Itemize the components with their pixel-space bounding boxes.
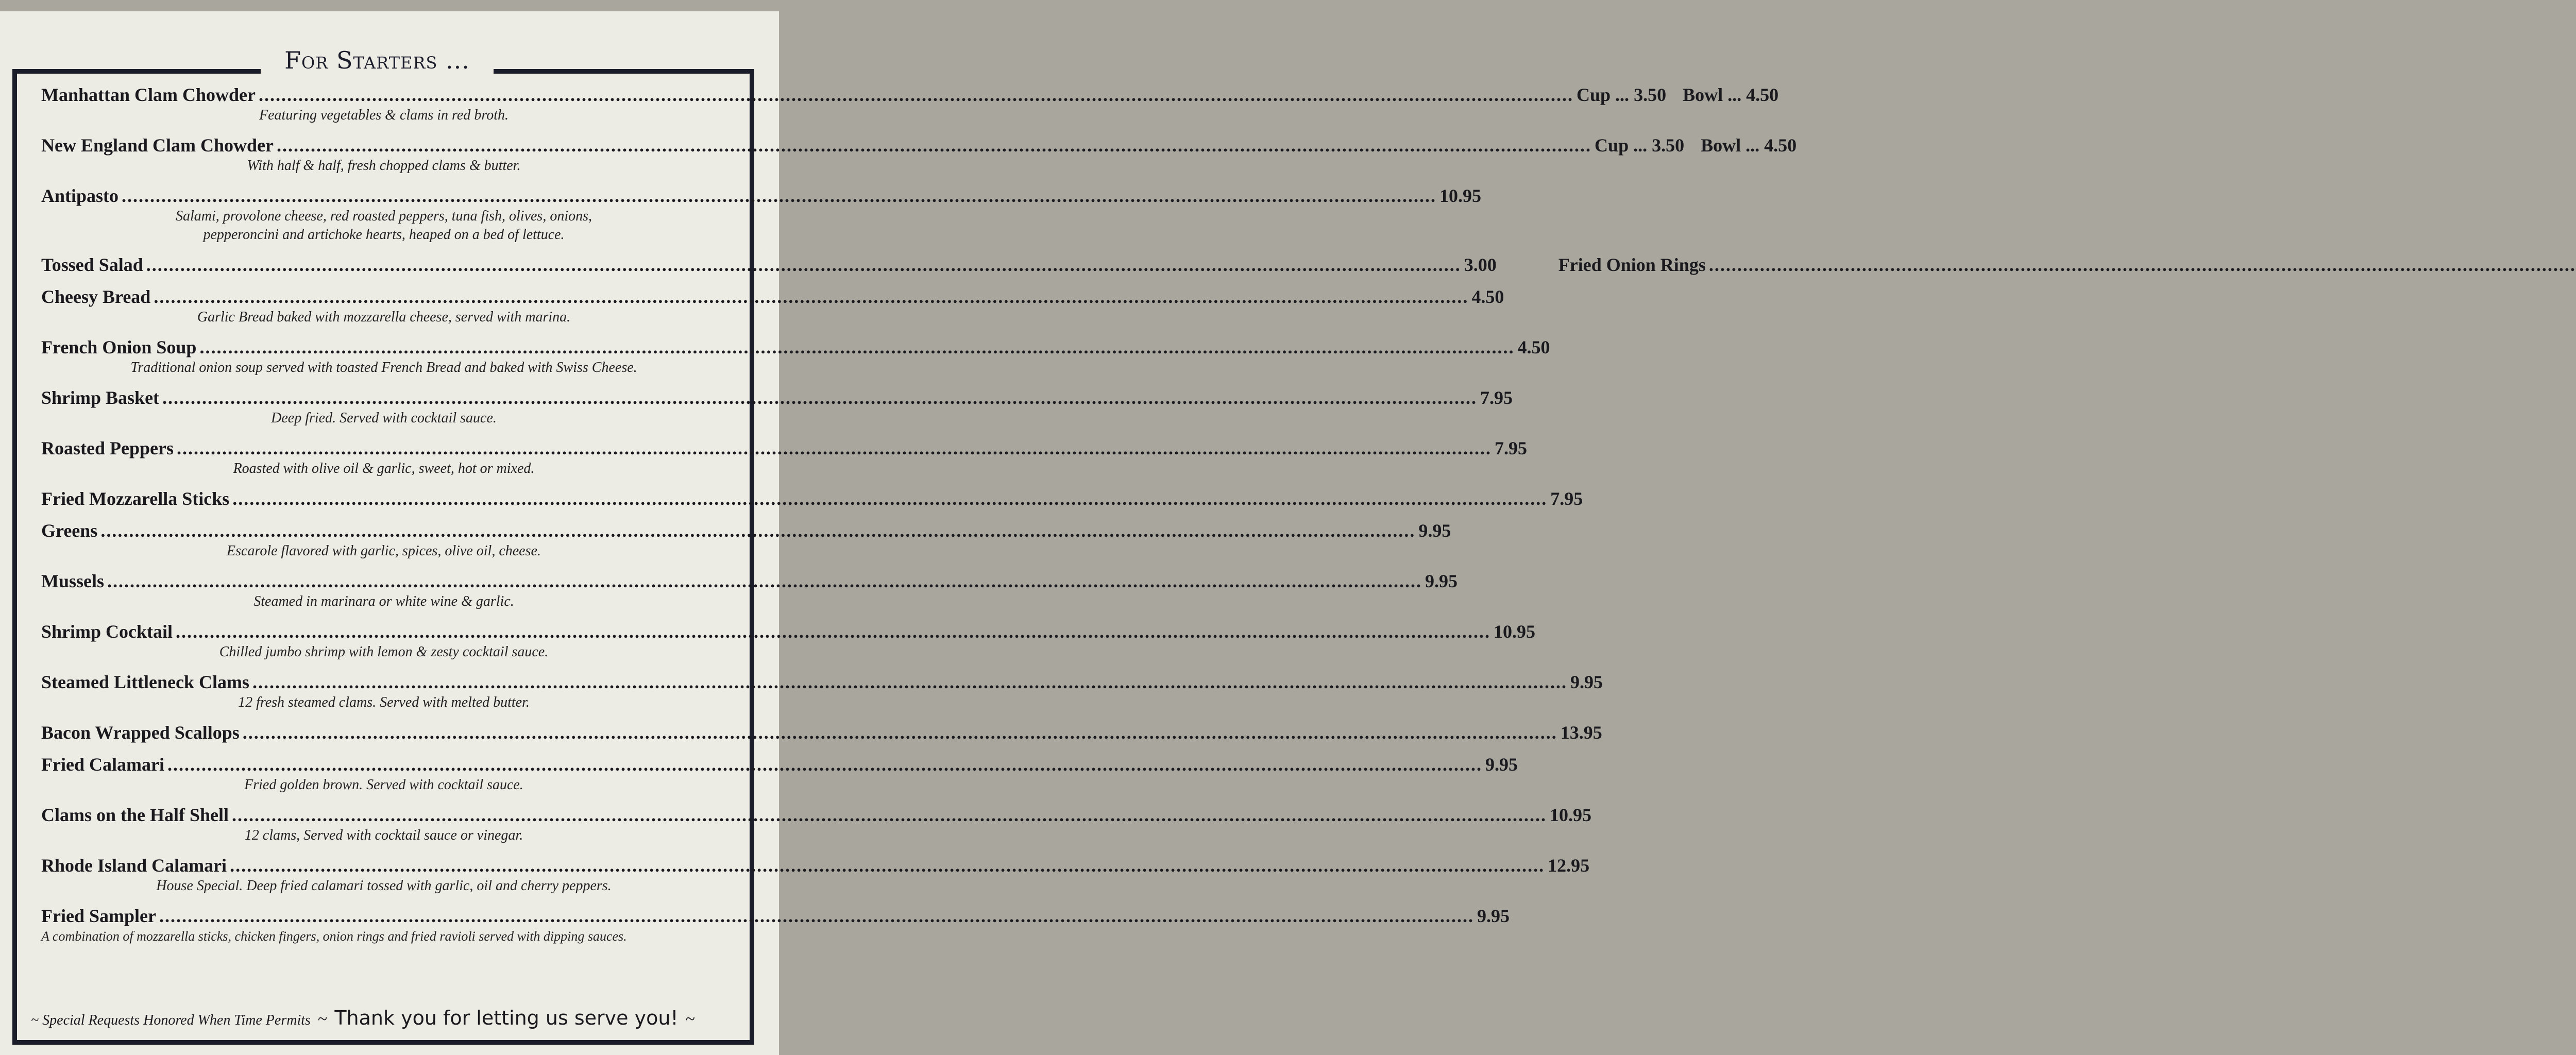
- item-price: 7.95: [1480, 387, 1513, 408]
- dot-leader: [259, 83, 1573, 106]
- item-price: 9.95: [1570, 672, 1603, 692]
- item-name: Shrimp Cocktail: [41, 621, 173, 642]
- item-name: Clams on the Half Shell: [41, 805, 229, 825]
- menu-item: [41, 336, 1550, 377]
- item-description: Chilled jumbo shrimp with lemon & zesty cocktail sauce.: [219, 644, 549, 660]
- item-description: Salami, provolone cheese, red roasted peppers, tuna fish, olives, onions,: [176, 208, 592, 224]
- item-description: Escarole flavored with garlic, spices, olive oil, cheese.: [227, 543, 541, 559]
- item-price: 10.95: [1439, 185, 1482, 206]
- dot-leader: [167, 753, 1482, 776]
- item-price: 9.95: [1418, 520, 1451, 541]
- menu-item: [41, 854, 1590, 895]
- menu-item: [41, 519, 1451, 560]
- item-price: 4.50: [1471, 286, 1504, 307]
- item-description: Garlic Bread baked with mozzarella cheese, served with marina.: [197, 309, 571, 325]
- dot-leader: [232, 487, 1547, 510]
- item-name: Steamed Littleneck Clams: [41, 672, 249, 692]
- item-price: 3.00: [1464, 254, 1497, 275]
- dot-leader: [154, 285, 1468, 308]
- item-description: Featuring vegetables & clams in red broth.: [259, 107, 509, 123]
- item-name: Tossed Salad: [41, 254, 143, 275]
- special-requests-note: ~ Special Requests Honored When Time Permits: [31, 1012, 311, 1028]
- item-description: Roasted with olive oil & garlic, sweet, hot or mixed.: [233, 461, 535, 477]
- dot-leader: [277, 134, 1591, 157]
- menu-item: [41, 437, 1527, 478]
- menu-item: [41, 671, 1603, 712]
- menu-item: [41, 620, 1536, 661]
- item-name: Mussels: [41, 571, 105, 591]
- menu-page: [0, 11, 1797, 1055]
- item-name: New England Clam Chowder: [41, 135, 274, 156]
- dot-leader: [232, 804, 1547, 826]
- dot-leader: [230, 854, 1545, 877]
- menu-title: For Starters ...: [284, 46, 470, 74]
- item-description: Steamed in marinara or white wine & garlic.: [253, 593, 514, 609]
- menu-item: [41, 285, 1504, 327]
- item-name: Rhode Island Calamari: [41, 855, 227, 876]
- item-description: Fried golden brown. Served with cocktail sauce.: [244, 777, 523, 793]
- menu-item-pair: [41, 253, 1706, 276]
- item-price: 10.95: [1494, 621, 1536, 642]
- item-price: 7.95: [1550, 488, 1583, 509]
- item-price: 10.95: [1550, 805, 1592, 825]
- menu-footer: [31, 1007, 747, 1029]
- item-description: 12 clams, Served with cocktail sauce or vinegar.: [244, 827, 523, 843]
- item-name: Greens: [41, 520, 98, 541]
- dot-leader: [159, 905, 1474, 927]
- dot-leader: [107, 570, 1422, 592]
- dot-leader: [177, 437, 1492, 460]
- item-description: Deep fried. Served with cocktail sauce.: [271, 410, 497, 426]
- thank-you-note: Thank you for letting us serve you!: [334, 1007, 679, 1029]
- footer-tilde-end: ~: [685, 1010, 696, 1029]
- item-name: Cheesy Bread: [41, 286, 151, 307]
- cup-price: Cup ... 3.50: [1577, 84, 1667, 105]
- item-name: Fried Sampler: [41, 906, 156, 926]
- menu-item: [41, 570, 1458, 611]
- menu-item: [41, 905, 1510, 946]
- item-name: Roasted Peppers: [41, 438, 174, 458]
- menu-item: [41, 83, 1779, 125]
- dot-leader: [252, 671, 1567, 693]
- dot-leader: [1709, 253, 2576, 276]
- item-description: Traditional onion soup served with toasted French Bread and baked with Swiss Cheese.: [130, 360, 637, 376]
- item-price: 12.95: [1548, 855, 1590, 876]
- dot-leader: [176, 620, 1490, 643]
- menu-item: [41, 487, 1583, 510]
- item-price: 9.95: [1425, 571, 1458, 591]
- menu-item: [41, 804, 1592, 845]
- dot-leader: [199, 336, 1514, 359]
- item-name: Shrimp Basket: [41, 387, 160, 408]
- cup-price: Cup ... 3.50: [1595, 135, 1685, 156]
- item-name: Bacon Wrapped Scallops: [41, 722, 240, 743]
- item-description: With half & half, fresh chopped clams & butter.: [247, 158, 521, 174]
- menu-item: [41, 721, 1602, 744]
- dot-leader: [146, 253, 1461, 276]
- item-name: Fried Onion Rings: [1558, 254, 1706, 275]
- item-description: 12 fresh steamed clams. Served with melted butter.: [238, 694, 530, 710]
- footer-tilde: ~: [317, 1010, 328, 1029]
- dot-leader: [243, 721, 1557, 744]
- dot-leader: [162, 386, 1477, 409]
- menu-item: [41, 134, 1797, 175]
- item-price: 9.95: [1485, 754, 1518, 775]
- menu-item: [41, 753, 1518, 794]
- dot-leader: [100, 519, 1415, 542]
- item-price: 9.95: [1477, 906, 1510, 926]
- item-name: Fried Calamari: [41, 754, 164, 775]
- item-name: French Onion Soup: [41, 337, 197, 358]
- menu-item: [41, 184, 1482, 244]
- item-description-line2: pepperoncini and artichoke hearts, heaped on a bed of lettuce.: [203, 227, 565, 243]
- bowl-price: Bowl ... 4.50: [1701, 135, 1797, 156]
- item-name: Antipasto: [41, 185, 119, 206]
- dot-leader: [122, 184, 1436, 207]
- item-name: Manhattan Clam Chowder: [41, 84, 256, 105]
- item-price: 7.95: [1494, 438, 1527, 458]
- menu-item: [41, 386, 1513, 428]
- item-description: A combination of mozzarella sticks, chicken fingers, onion rings and fried ravioli served with dipping sauces.: [41, 929, 627, 944]
- item-price: 13.95: [1560, 722, 1602, 743]
- item-price: 4.50: [1517, 337, 1550, 358]
- bowl-price: Bowl ... 4.50: [1683, 84, 1779, 105]
- item-description: House Special. Deep fried calamari tossed with garlic, oil and cherry peppers.: [156, 878, 612, 894]
- item-name: Fried Mozzarella Sticks: [41, 488, 230, 509]
- menu-items: [41, 83, 1797, 955]
